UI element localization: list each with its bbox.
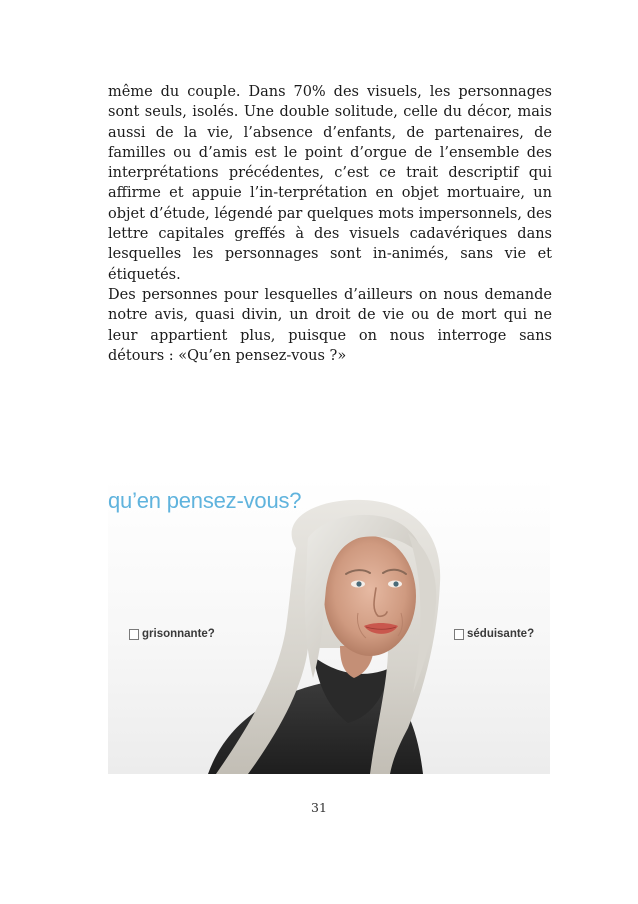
option-seduisante-label: séduisante? — [467, 628, 535, 640]
ad-headline: qu’en pensez-vous? — [108, 488, 302, 513]
option-grisonnante — [129, 628, 215, 640]
checkbox-icon — [454, 629, 464, 640]
page-number: 31 — [311, 800, 327, 815]
advertisement-image — [108, 478, 550, 774]
option-seduisante — [454, 628, 534, 640]
paragraph-1: même du couple. Dans 70% des visuels, les personnages sont seuls, isolés. Une double solitude, celle du décor, mais aussi de la vie, l’absence d’enfants, de partenaires, de familles ou d’amis est le point d’orgue de l’ensemble des interprétations précédentes, c’est ce trait descriptif qui affirme et appuie l’in-terprétation en objet mortuaire, un objet d’étude, légendé par quelques mots impersonnels, des lettre capitales greffés à des visuels cadavériques dans lesquelles les personnages sont in-animés, sans vie et étiquetés. — [108, 84, 552, 283]
paragraph-2: Des personnes pour lesquelles d’ailleurs on nous demande notre avis, quasi divin, un droit de vie ou de mort qui ne leur appartient plus, puisque on nous interroge sans détours : «Qu’en pensez-vous ?» — [108, 286, 552, 364]
checkbox-icon — [129, 629, 139, 640]
woman-portrait-illustration — [108, 478, 550, 774]
option-grisonnante-label: grisonnante? — [142, 628, 215, 640]
body-text — [108, 82, 552, 366]
